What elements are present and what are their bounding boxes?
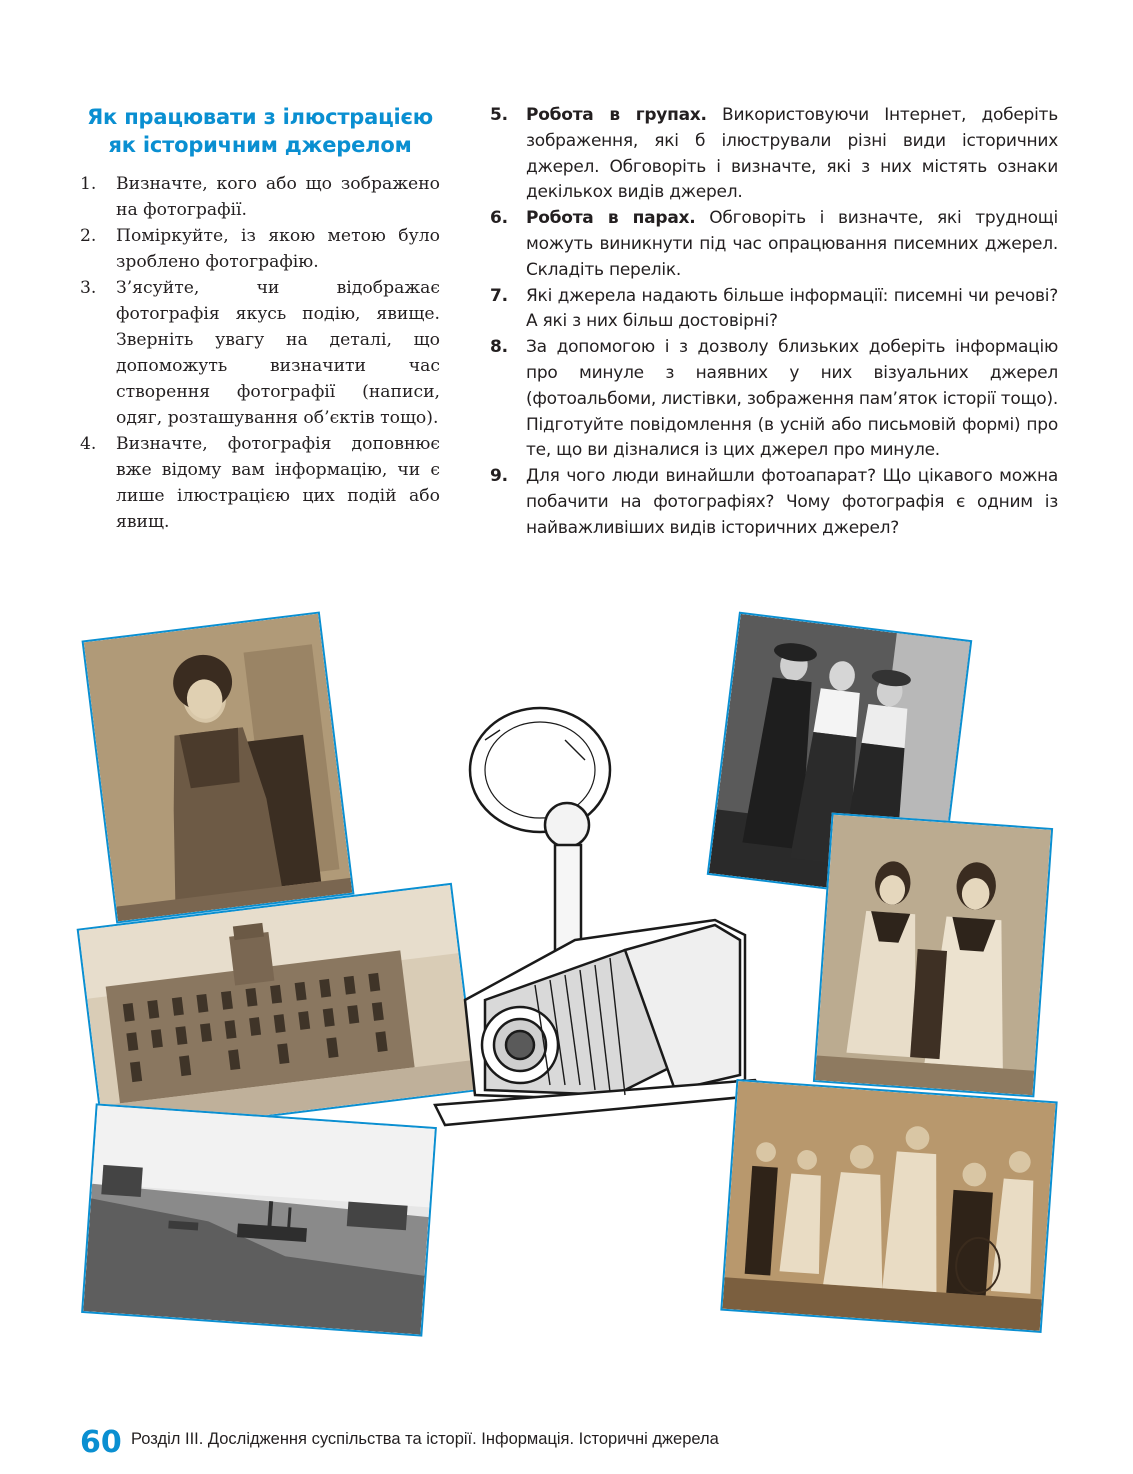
item-text: Визначте, кого або що зображено на фотографії. bbox=[116, 174, 440, 220]
instructions-list bbox=[80, 171, 440, 535]
task-number: 9. bbox=[490, 466, 508, 487]
photo-family-group bbox=[720, 1079, 1057, 1333]
list-item bbox=[80, 275, 440, 431]
heading-line-1: Як працювати з ілюстрацією bbox=[87, 105, 433, 129]
task-item bbox=[490, 103, 1058, 206]
task-text: Які джерела надають більше інформації: писемні чи речові? А які з них більш достовірні? bbox=[526, 285, 1058, 332]
task-number: 7. bbox=[490, 285, 508, 306]
item-number: 2. bbox=[80, 226, 97, 246]
task-lead: Робота в групах. bbox=[526, 105, 707, 125]
task-item bbox=[490, 284, 1058, 336]
page-number: 60 bbox=[80, 1425, 122, 1460]
photo-two-girls bbox=[813, 813, 1053, 1098]
photo-girl-portrait bbox=[82, 611, 355, 923]
photo-building-street bbox=[77, 883, 478, 1138]
item-text: Визначте, фотографія доповнює вже відому вам інформацію, чи є лише ілюстрацією цих подій або явищ. bbox=[116, 434, 440, 532]
task-text: Обговоріть і визначте, які труднощі можуть виникнути під час опрацювання писемних джерел. Складіть перелік. bbox=[526, 208, 1058, 280]
item-number: 1. bbox=[80, 174, 97, 194]
task-number: 6. bbox=[490, 208, 508, 229]
task-text: Використовуючи Інтернет, доберіть зображення, які б ілюстрували різні види історичних джерел. Обговоріть і визначте, які з них містять ознаки декількох видів джерел. bbox=[526, 105, 1058, 203]
list-item bbox=[80, 223, 440, 275]
task-number: 8. bbox=[490, 337, 508, 358]
list-item bbox=[80, 171, 440, 223]
task-item bbox=[490, 335, 1058, 464]
task-text: Для чого люди винайшли фотоапарат? Що цікавого можна побачити на фотографіях? Чому фотографія є одним із найважливіших видів історичних джерел? bbox=[526, 466, 1058, 538]
running-footer: Розділ III. Дослідження суспільства та історії. Інформація. Історичні джерела bbox=[131, 1430, 719, 1448]
item-text: Поміркуйте, із якою метою було зроблено фотографію. bbox=[116, 226, 440, 272]
item-number: 4. bbox=[80, 434, 97, 454]
task-lead: Робота в парах. bbox=[526, 208, 696, 229]
photo-river-harbor bbox=[81, 1103, 437, 1336]
heading-line-2: як історичним джерелом bbox=[108, 133, 412, 157]
task-text: За допомогою і з дозволу близьких доберіть інформацію про минуле з наявних у них візуальних джерел (фотоальбоми, листівки, зображення пам’яток історії тощо). Підготуйте повідомлення (в усній або письмовій формі) про те, що ви дізналися із цих джерел про минуле. bbox=[526, 337, 1058, 461]
task-item bbox=[490, 206, 1058, 283]
right-column bbox=[490, 103, 1058, 542]
item-number: 3. bbox=[80, 278, 97, 298]
task-number: 5. bbox=[490, 105, 508, 125]
section-heading bbox=[80, 103, 440, 159]
item-text: З’ясуйте, чи відображає фотографія якусь подію, явище. Зверніть увагу на деталі, що допоможуть визначити час створення фотографії (написи, одяг, розташування об’єктів тощо). bbox=[116, 278, 440, 428]
left-column bbox=[80, 103, 440, 535]
list-item bbox=[80, 431, 440, 535]
tasks-list bbox=[490, 103, 1058, 542]
task-item bbox=[490, 464, 1058, 541]
